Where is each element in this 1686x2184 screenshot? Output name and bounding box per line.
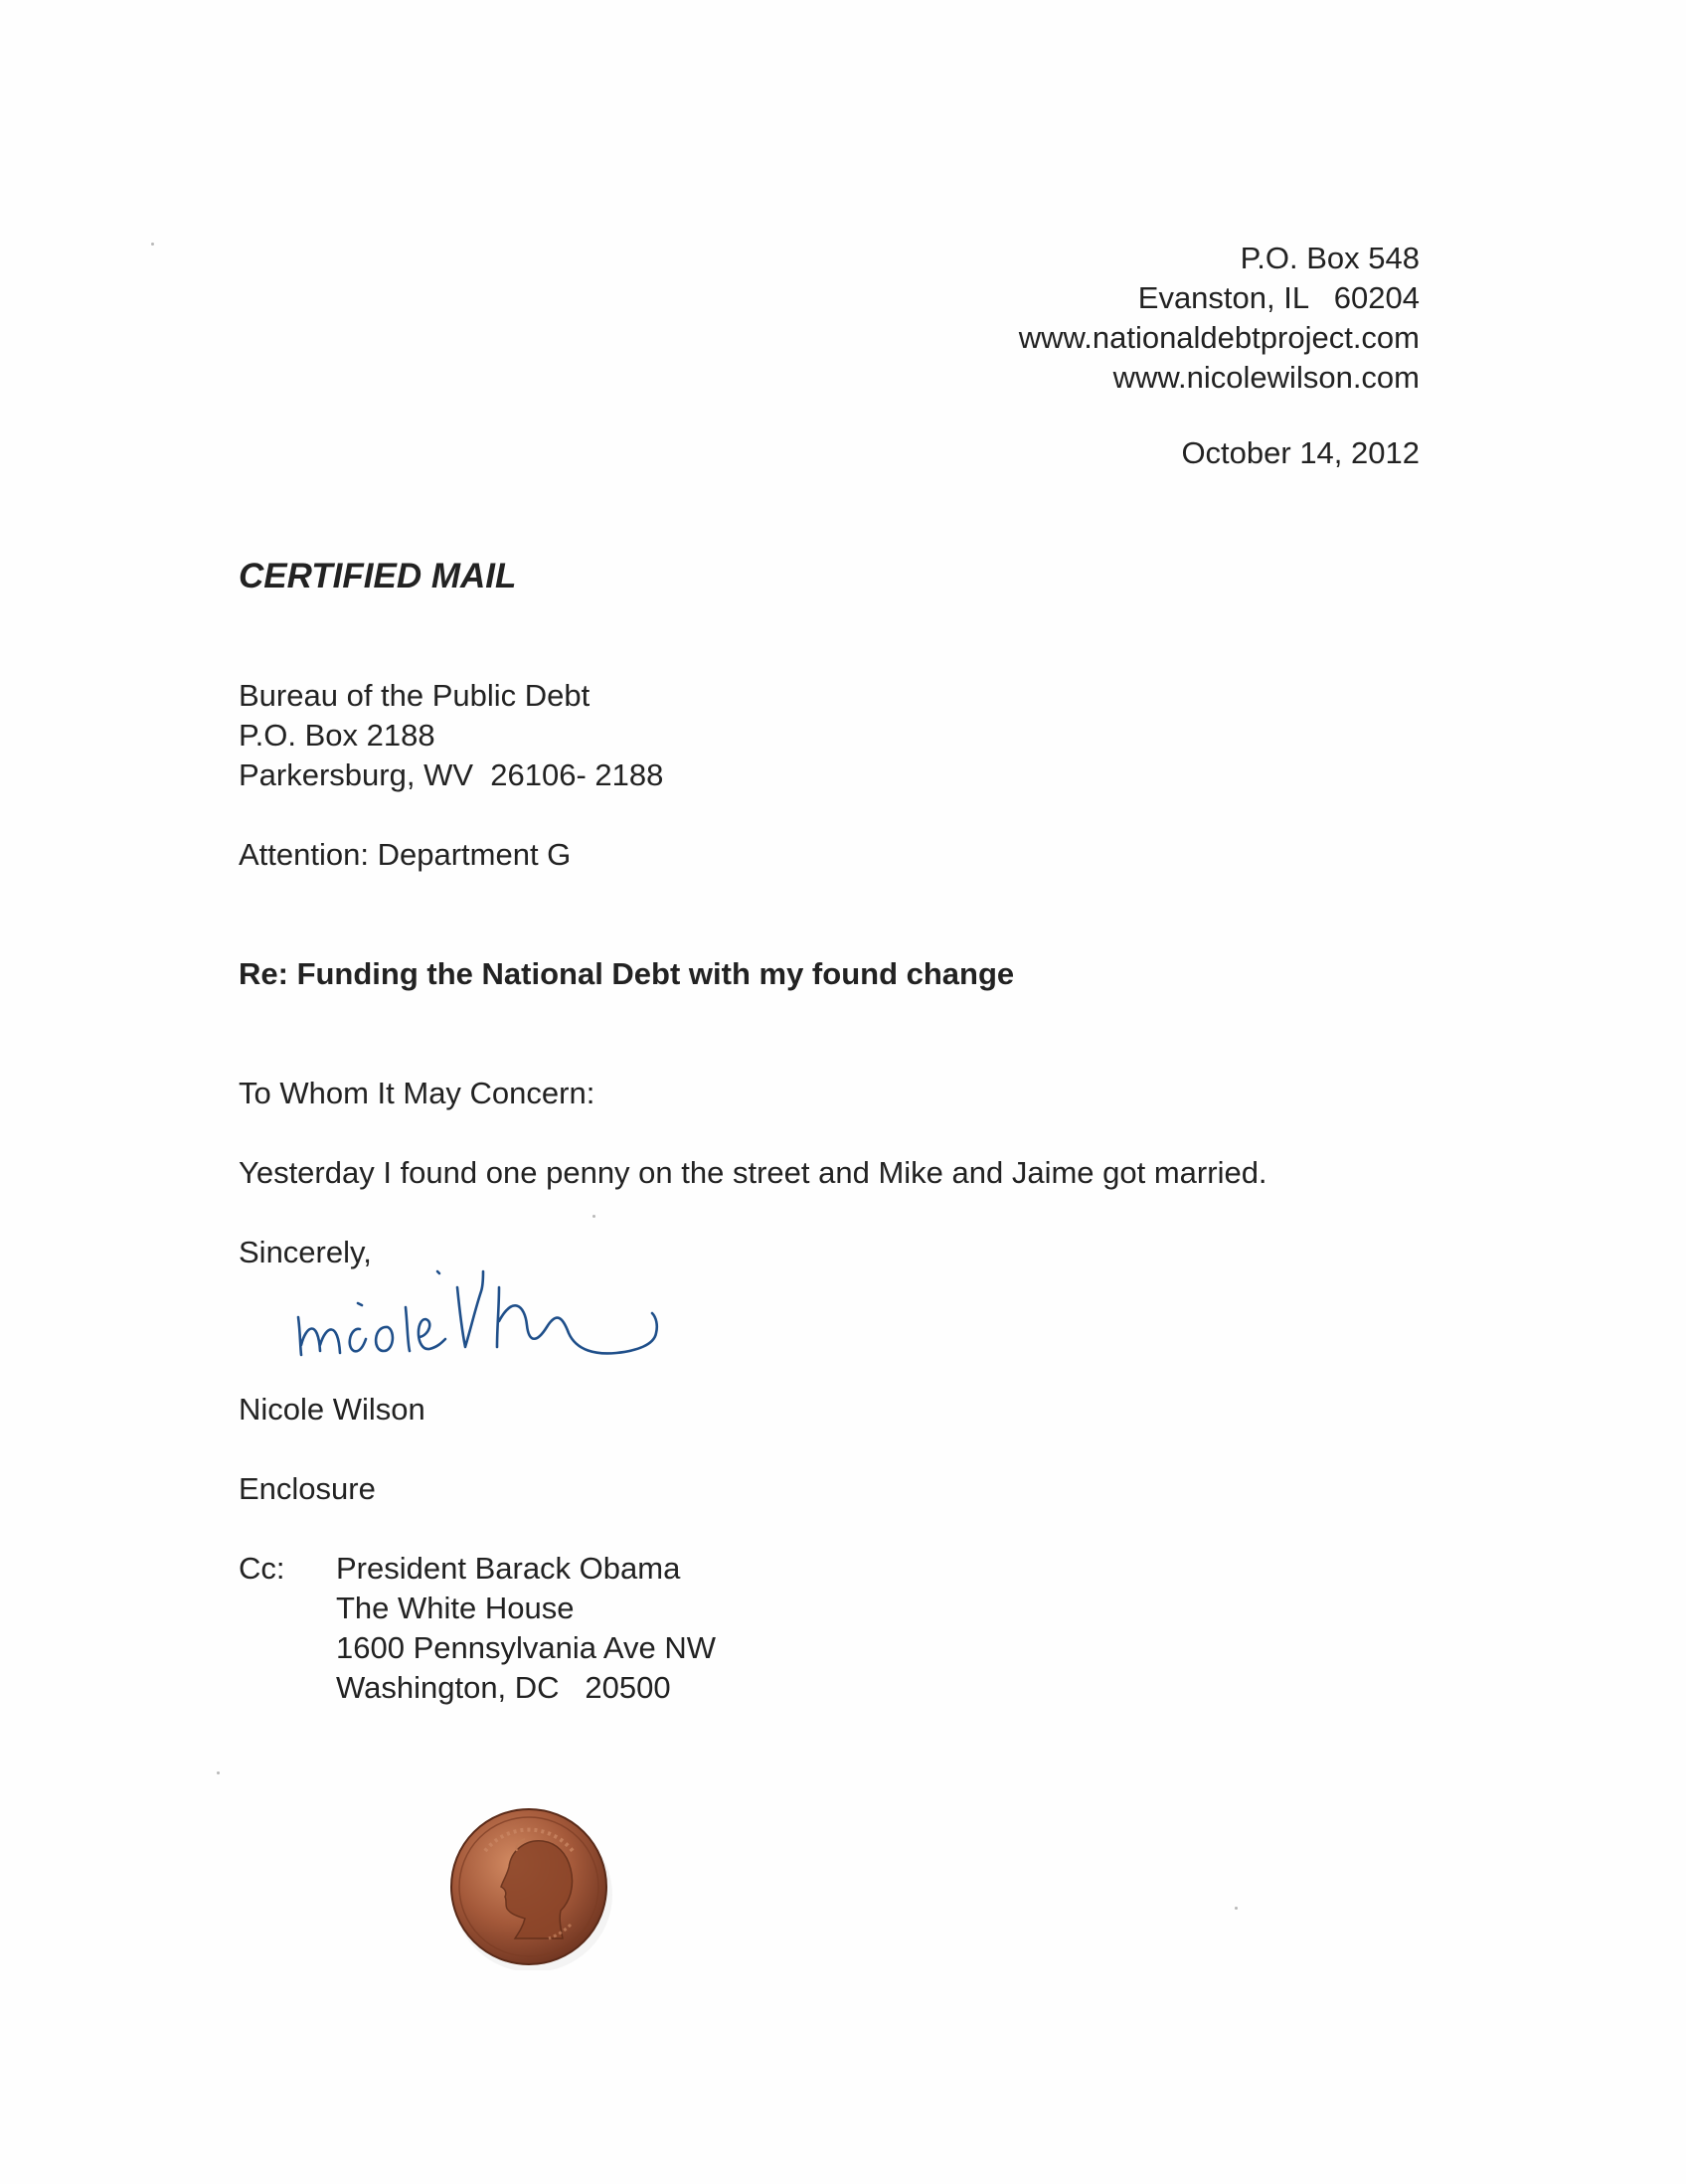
recipient-po-box: P.O. Box 2188 xyxy=(239,718,435,753)
letter-body: Yesterday I found one penny on the street and Mike and Jaime got married. xyxy=(239,1155,1267,1190)
cc-line: Washington, DC 20500 xyxy=(336,1670,671,1705)
sender-po-box: P.O. Box 548 xyxy=(1240,241,1420,275)
signer-name: Nicole Wilson xyxy=(239,1392,425,1427)
sender-address xyxy=(1019,239,1420,398)
cc-line: President Barack Obama xyxy=(336,1551,681,1586)
scan-speck xyxy=(1235,1907,1238,1910)
cc-address xyxy=(336,1549,716,1708)
letter-date: October 14, 2012 xyxy=(1181,435,1420,470)
attention-line: Attention: Department G xyxy=(239,837,572,872)
sender-website-2: www.nicolewilson.com xyxy=(1112,360,1420,395)
subject-line: Re: Funding the National Debt with my found change xyxy=(239,956,1015,991)
scan-speck xyxy=(217,1771,220,1774)
enclosure-note: Enclosure xyxy=(239,1471,376,1506)
closing: Sincerely, xyxy=(239,1235,372,1269)
recipient-address xyxy=(239,676,663,795)
cc-line: The White House xyxy=(336,1591,575,1625)
salutation: To Whom It May Concern: xyxy=(239,1076,595,1110)
cc-label: Cc: xyxy=(239,1551,285,1586)
cc-line: 1600 Pennsylvania Ave NW xyxy=(336,1630,716,1665)
mail-type-heading: CERTIFIED MAIL xyxy=(239,557,517,595)
recipient-name: Bureau of the Public Debt xyxy=(239,678,590,713)
recipient-city-line: Parkersburg, WV 26106- 2188 xyxy=(239,757,664,792)
sender-city-line: Evanston, IL 60204 xyxy=(1137,280,1420,315)
handwritten-signature xyxy=(288,1248,785,1397)
scan-speck xyxy=(592,1215,595,1218)
penny-coin-image xyxy=(445,1801,614,1970)
sender-website-1: www.nationaldebtproject.com xyxy=(1018,320,1420,355)
scan-speck xyxy=(151,243,154,246)
